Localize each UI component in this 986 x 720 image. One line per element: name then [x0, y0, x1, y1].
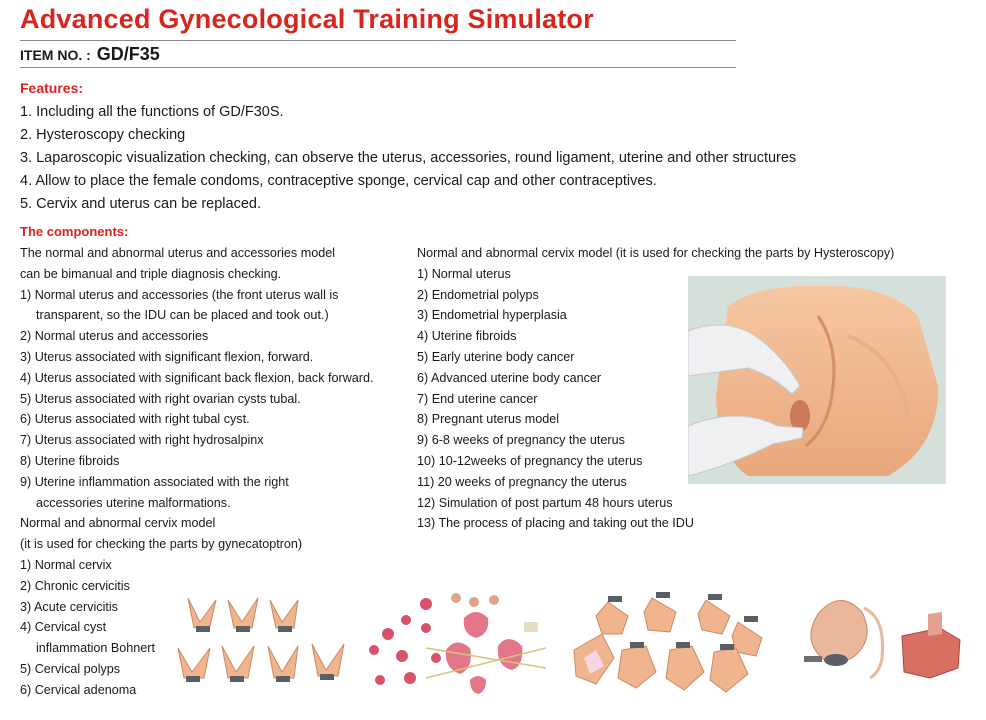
list-item: 5) Uterus associated with right ovarian cysts tubal. — [20, 391, 301, 406]
list-item: 6) Cervical adenoma — [20, 682, 137, 697]
list-item: 3) Endometrial hyperplasia — [417, 308, 567, 323]
list-item: 4) Cervical cyst — [20, 620, 107, 635]
list-item: 1) Normal uterus and accessories (the front uterus wall is — [20, 287, 339, 302]
feature-item: 4. Allow to place the female condoms, contraceptive sponge, cervical cap and other contraceptives. — [20, 173, 657, 189]
list-item: 8) Pregnant uterus model — [417, 412, 560, 427]
list-item: 9) Uterine inflammation associated with the right — [20, 474, 289, 489]
list-item: 7) Uterus associated with right hydrosalpinx — [20, 433, 264, 448]
features-heading: Features: — [20, 80, 84, 96]
list-item: 3) Uterus associated with significant flexion, forward. — [20, 349, 314, 364]
list-item: 4) Uterus associated with significant back flexion, back forward. — [20, 370, 374, 385]
pregnant-uterus-photo — [790, 588, 980, 698]
list-item: 6) Uterus associated with right tubal cyst. — [20, 412, 250, 427]
list-item: 12) Simulation of post partum 48 hours uterus — [417, 495, 673, 510]
feature-item: 3. Laparoscopic visualization checking, can observe the uterus, accessories, round ligament, uterine and other structures — [20, 150, 797, 166]
title-divider — [20, 40, 736, 41]
cervix-heading: Normal and abnormal cervix model — [20, 516, 216, 531]
list-item: 10) 10-12weeks of pregnancy the uterus — [417, 453, 643, 468]
list-item: 2) Endometrial polyps — [417, 287, 539, 302]
list-item: 8) Uterine fibroids — [20, 453, 120, 468]
right-heading: Normal and abnormal cervix model (it is used for checking the parts by Hysteroscopy) — [417, 246, 895, 260]
list-item-continuation: inflammation Bohnert — [36, 641, 156, 656]
cervix-heading: (it is used for checking the parts by gynecatoptron) — [20, 537, 303, 552]
cervix-models-photo — [170, 588, 360, 698]
list-item: 4) Uterine fibroids — [417, 329, 517, 344]
list-item-continuation: transparent, so the IDU can be placed and took out.) — [36, 308, 329, 323]
components-heading: The components: — [20, 224, 129, 239]
feature-item: 2. Hysteroscopy checking — [20, 127, 186, 143]
list-item: 7) End uterine cancer — [417, 391, 538, 406]
list-item: 2) Normal uterus and accessories — [20, 329, 209, 344]
list-item-continuation: accessories uterine malformations. — [36, 495, 231, 510]
list-item: 2) Chronic cervicitis — [20, 578, 130, 593]
intro-line: can be bimanual and triple diagnosis checking. — [20, 266, 282, 281]
list-item: 13) The process of placing and taking out the IDU — [417, 516, 694, 531]
features-list — [20, 101, 796, 216]
uterus-parts-photo — [366, 588, 554, 698]
feature-item: 5. Cervix and uterus can be replaced. — [20, 196, 261, 212]
item-number-value: GD/F35 — [96, 44, 160, 64]
list-item: 1) Normal uterus — [417, 266, 511, 281]
item-number — [20, 44, 160, 65]
page-title: Advanced Gynecological Training Simulator — [20, 4, 594, 34]
intro-line: The normal and abnormal uterus and accessories model — [20, 246, 336, 260]
item-number-label: ITEM NO. : — [20, 47, 91, 63]
list-item: 11) 20 weeks of pregnancy the uterus — [417, 474, 627, 489]
item-divider — [20, 67, 736, 68]
uterus-models-photo — [566, 588, 780, 698]
list-item: 6) Advanced uterine body cancer — [417, 370, 602, 385]
simulator-with-gloved-hands-photo — [688, 276, 946, 484]
list-item: 5) Cervical polyps — [20, 661, 121, 676]
list-item: 9) 6-8 weeks of pregnancy the uterus — [417, 433, 625, 448]
list-item: 3) Acute cervicitis — [20, 599, 118, 614]
feature-item: 1. Including all the functions of GD/F30S. — [20, 104, 284, 120]
list-item: 1) Normal cervix — [20, 557, 112, 572]
list-item: 5) Early uterine body cancer — [417, 349, 575, 364]
